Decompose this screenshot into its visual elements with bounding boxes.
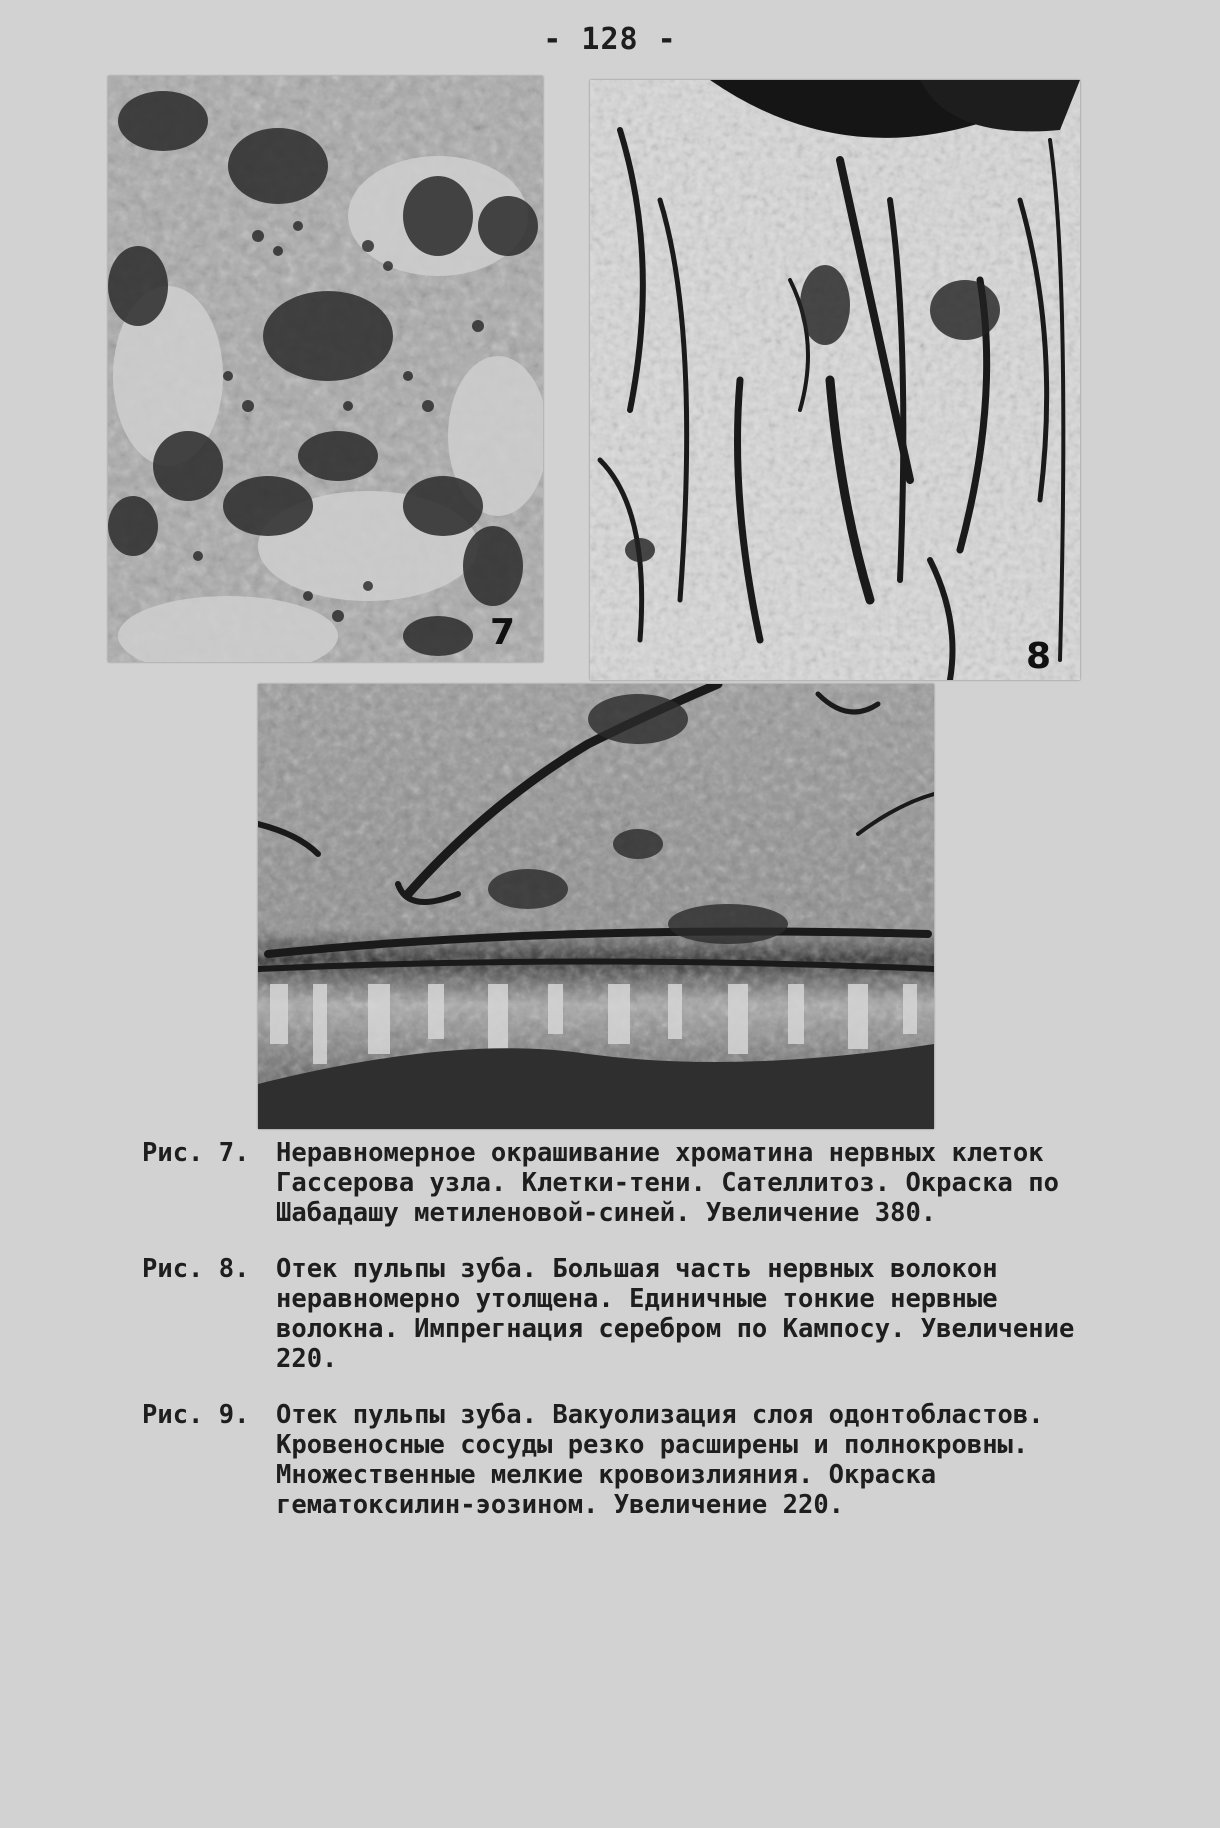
caption-label: Рис. 8. [142,1254,250,1284]
figure-7-micrograph [108,76,543,662]
figure-8-label: 8 [1026,636,1052,677]
page-number: - 128 - [543,22,677,57]
caption-label: Рис. 7. [142,1138,250,1168]
figure-8-photo [590,80,1080,680]
caption-figure-8 [142,1254,1112,1374]
figure-9-micrograph [258,684,934,1129]
figure-8-micrograph [590,80,1080,680]
caption-text: Отек пульпы зуба. Большая часть нервных волокон неравномерно утолщена. Единичные тонкие нервные волокна. Импрегнация серебром по Кампосу. Увеличение 220. [276,1254,1075,1374]
caption-label: Рис. 9. [142,1400,250,1430]
caption-text: Отек пульпы зуба. Вакуолизация слоя одонтобластов. Кровеносные сосуды резко расширены и полнокровны. Множественные мелкие кровоизлияния. Окраска гематоксилин-эозином. Увеличение 220. [276,1400,1044,1520]
caption-figure-9 [142,1400,1112,1520]
figure-9-photo [258,684,934,1129]
figure-7-label: 7 [490,612,516,653]
caption-text: Неравномерное окрашивание хроматина нервных клеток Гассерова узла. Клетки-тени. Сателлитоз. Окраска по Шабадашу метиленовой-синей. Увеличение 380. [276,1138,1059,1228]
figure-captions [142,1138,1112,1546]
figure-7-photo [108,76,543,662]
caption-figure-7 [142,1138,1112,1228]
